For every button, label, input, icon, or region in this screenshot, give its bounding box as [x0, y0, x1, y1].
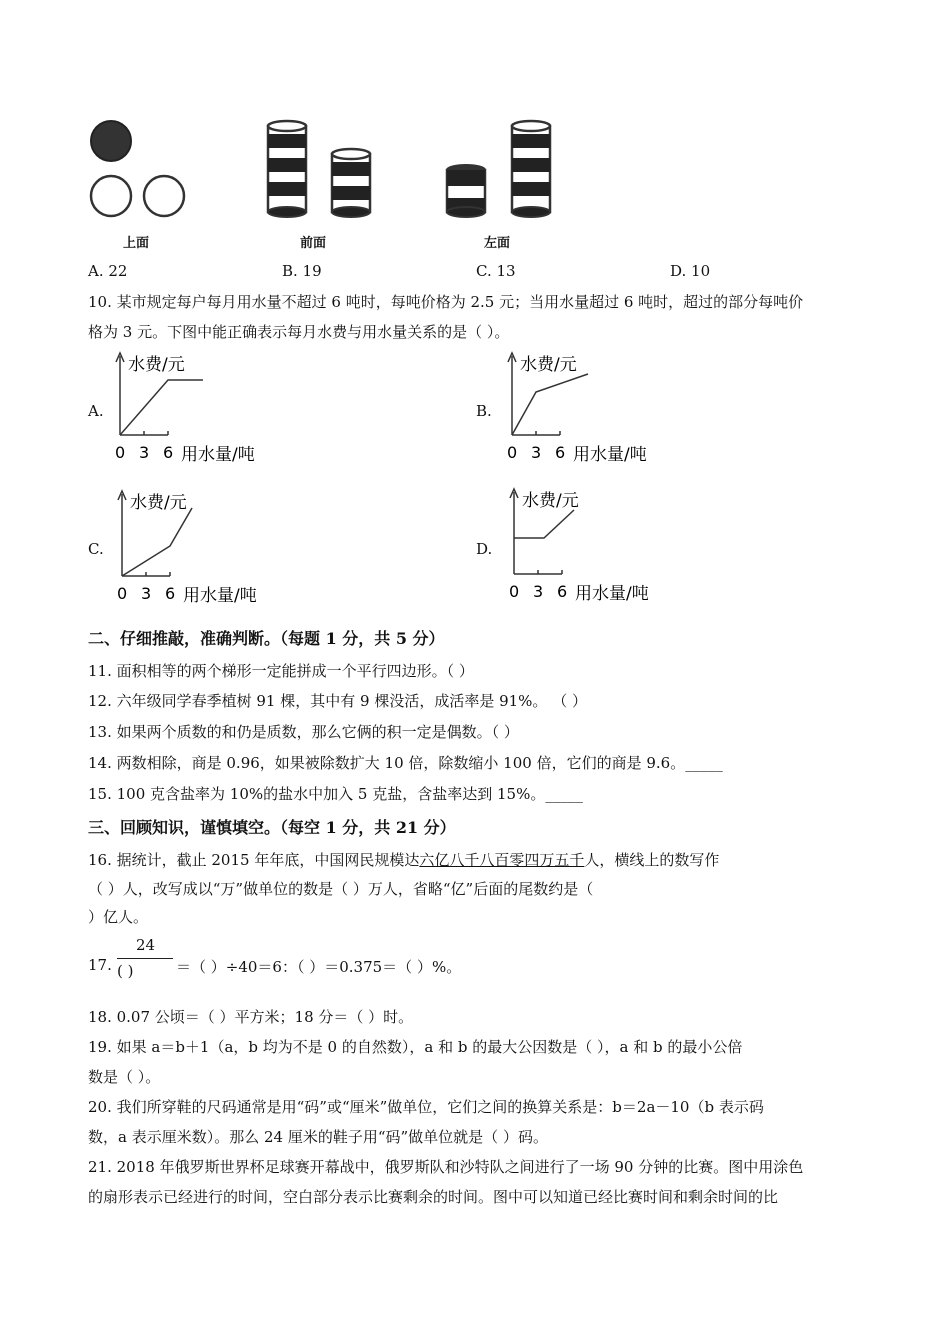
top-view-label: 上面	[123, 236, 150, 251]
graph-b-x0: 0	[507, 443, 518, 462]
section3-title: 三、回顾知识，谨慎填空。（每空 1 分，共 21 分）	[88, 818, 456, 837]
graph-c-x2: 6	[165, 584, 176, 603]
q18: 18. 0.07 公顷＝（ ）平方米；18 分＝（ ）时。	[88, 1008, 414, 1026]
filled-circle	[91, 121, 131, 161]
front-view	[268, 121, 370, 217]
q9-option-c: C. 13	[476, 262, 516, 280]
graph-c-xlabel: 用水量/吨	[183, 586, 257, 606]
q10-line2: 格为 3 元。下图中能正确表示每月水费与用水量关系的是（ ）。	[88, 323, 510, 341]
graph-b-ylabel: 水费/元	[520, 355, 577, 375]
q16-line1-start: 16. 据统计，截止 2015 年年底，中国网民规模达	[88, 851, 420, 869]
graph-a-x2: 6	[163, 443, 174, 462]
q16-line3: ）亿人。	[88, 908, 149, 926]
graph-c	[110, 488, 290, 606]
graph-d-x1: 3	[533, 582, 544, 601]
q16-underlined-number: 六亿八千八百零四万五千	[419, 851, 585, 869]
empty-circle-left	[91, 176, 131, 216]
q16-line1-end: 人，横线上的数写作	[584, 851, 720, 869]
graph-d-option: D.	[476, 540, 493, 558]
section2-title: 二、仔细推敲，准确判断。（每题 1 分，共 5 分）	[88, 629, 445, 648]
graph-a-xlabel: 用水量/吨	[181, 445, 255, 465]
left-view-label: 左面	[484, 236, 511, 251]
graph-c-ylabel: 水费/元	[130, 493, 187, 513]
graph-d	[502, 486, 682, 604]
q16-line1	[88, 849, 719, 870]
q17-number: 17.	[88, 956, 112, 974]
graph-a-x1: 3	[139, 443, 150, 462]
graph-d-xlabel: 用水量/吨	[575, 584, 649, 604]
q10-line1: 10. 某市规定每户每月用水量不超过 6 吨时，每吨价格为 2.5 元；当用水量超过 6 吨时，超过的部分每吨价	[88, 293, 804, 311]
q20-line1: 20. 我们所穿鞋的尺码通常是用“码”或“厘米”做单位，它们之间的换算关系是：b＝2a－10（b 表示码	[88, 1098, 764, 1116]
graph-d-x2: 6	[557, 582, 568, 601]
graph-b	[500, 350, 680, 468]
graph-b-option: B.	[476, 402, 492, 420]
q13: 13. 如果两个质数的和仍是质数，那么它俩的积一定是偶数。（ ）	[88, 723, 519, 741]
graph-b-x2: 6	[555, 443, 566, 462]
q9-option-d: D. 10	[670, 262, 711, 280]
q11: 11. 面积相等的两个梯形一定能拼成一个平行四边形。（ ）	[88, 662, 474, 680]
q17-rest: ＝（ ）÷40＝6：（ ）＝0.375＝（ ）%。	[176, 958, 462, 976]
q15: 15. 100 克含盐率为 10%的盐水中加入 5 克盐，含盐率达到 15%。_____	[88, 785, 583, 803]
graph-b-x1: 3	[531, 443, 542, 462]
graph-b-xlabel: 用水量/吨	[573, 445, 647, 465]
graph-c-x1: 3	[141, 584, 152, 603]
fraction-bar	[117, 958, 173, 959]
left-view	[447, 121, 550, 217]
q12: 12. 六年级同学春季植树 91 棵，其中有 9 棵没活，成活率是 91%。 （ ）	[88, 692, 587, 710]
q19-line2: 数是（ ）。	[88, 1068, 161, 1086]
graph-c-x0: 0	[117, 584, 128, 603]
graph-d-x0: 0	[509, 582, 520, 601]
three-views-figure	[80, 112, 560, 252]
q17-numerator: 24	[136, 936, 156, 954]
graph-a-option: A.	[88, 402, 104, 420]
q9-option-a: A. 22	[88, 262, 128, 280]
q14: 14. 两数相除，商是 0.96，如果被除数扩大 10 倍，除数缩小 100 倍，它们的商是 9.6。_____	[88, 754, 723, 772]
graph-a-x0: 0	[115, 443, 126, 462]
graph-c-option: C.	[88, 540, 104, 558]
graph-d-ylabel: 水费/元	[522, 491, 579, 511]
q20-line2: 数，a 表示厘米数）。那么 24 厘米的鞋子用“码”做单位就是（ ）码。	[88, 1128, 548, 1146]
graph-a-ylabel: 水费/元	[128, 355, 185, 375]
q17-denominator: ( )	[117, 962, 134, 980]
q21-line1: 21. 2018 年俄罗斯世界杯足球赛开幕战中，俄罗斯队和沙特队之间进行了一场 90 分钟的比赛。图中用涂色	[88, 1158, 804, 1176]
q9-option-b: B. 19	[282, 262, 322, 280]
front-view-label: 前面	[300, 236, 327, 251]
q19-line1: 19. 如果 a＝b＋1（a，b 均为不是 0 的自然数），a 和 b 的最大公因数是（ ），a 和 b 的最小公倍	[88, 1038, 743, 1056]
empty-circle-right	[144, 176, 184, 216]
q16-line2: （ ）人，改写成以“万”做单位的数是（ ）万人，省略“亿”后面的尾数约是（	[88, 880, 594, 898]
q21-line2: 的扇形表示已经进行的时间，空白部分表示比赛剩余的时间。图中可以知道已经比赛时间和剩余时间的比	[88, 1188, 779, 1206]
top-view	[91, 121, 184, 216]
graph-a	[108, 350, 288, 468]
